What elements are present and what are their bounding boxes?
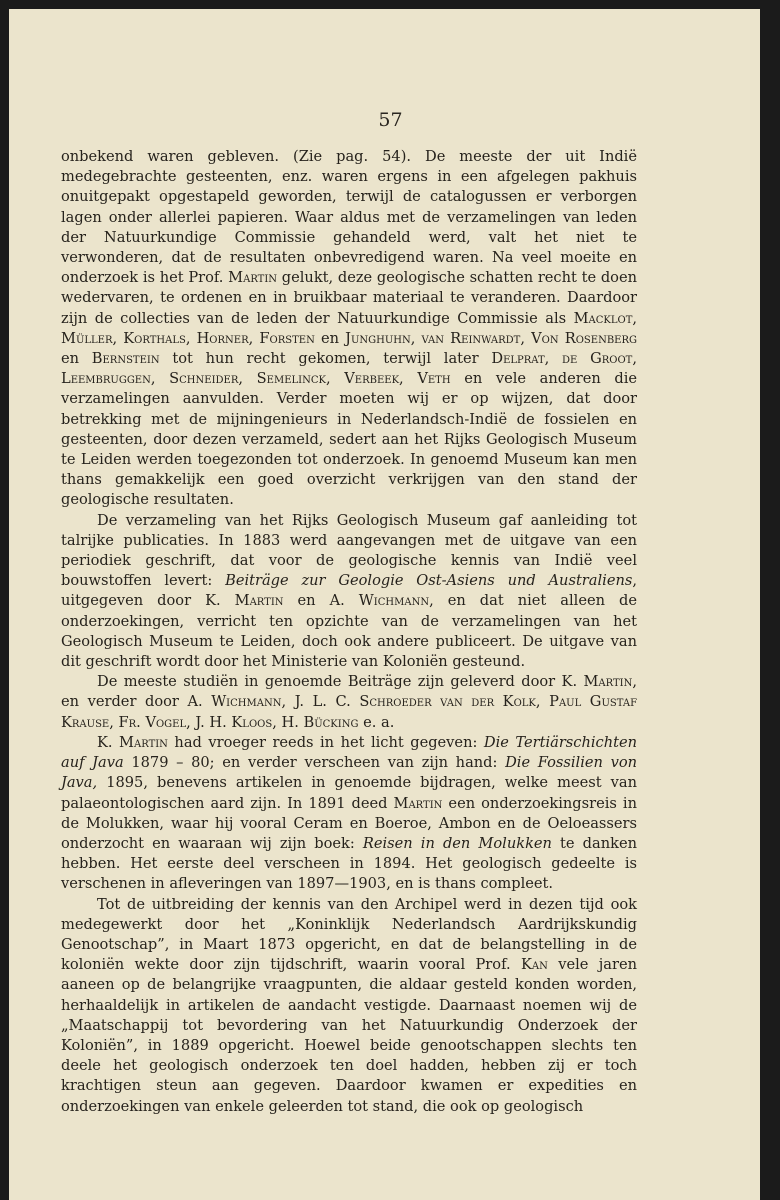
- person-name: Korthals: [123, 329, 186, 347]
- text-run: en A.: [283, 592, 359, 610]
- text-run: gelukt, deze geologische schatten recht te doen wedervaren, te ordenen en in bruikbaar materiaal te veranderen. Daardoor zijn de collecties van de leden der Natuurkundige Commissie als: [61, 269, 637, 327]
- text-run: ,: [544, 350, 563, 368]
- person-name: Martin: [119, 733, 168, 751]
- text-run: , en dat niet alleen de onderzoekingen, verricht ten opzichte van de verzamelingen van het Geologisch Museum te Leiden, doch ook andere publiceert. De uitgave van dit geschrift wordt door het Ministerie van Koloniën gesteund.: [61, 592, 637, 671]
- text-run: tot hun recht gekomen, terwijl later: [159, 350, 492, 368]
- paragraph: [61, 511, 637, 673]
- text-run: ,: [535, 693, 550, 711]
- person-name: Semelinck: [256, 370, 326, 388]
- person-name: Wichmann: [358, 592, 430, 610]
- person-name: Schroeder van der Kolk: [359, 693, 536, 711]
- text-run: ,: [520, 329, 532, 347]
- person-name: Junghuhn: [345, 329, 411, 347]
- person-name: Martin: [393, 794, 443, 812]
- page-number: 57: [378, 109, 403, 131]
- text-run: ,: [399, 370, 418, 388]
- person-name: Fr. Vogel: [118, 713, 187, 731]
- paragraph: [61, 672, 637, 733]
- book-page: [9, 9, 760, 1200]
- text-run: een onderzoekingsreis in de Molukken, waar hij vooral Ceram en Boeroe, Ambon en de Oeloeassers onderzocht en waaraan wij zijn boek:: [61, 794, 637, 852]
- paragraph: [61, 733, 637, 895]
- text-run: had vroeger reeds in het licht gegeven:: [167, 733, 484, 751]
- text-run: te danken hebben. Het eerste deel verscheen in 1894. Het geologisch gedeelte is verschenen in afleveringen van 1897—1903, en is thans compleet.: [61, 834, 637, 893]
- person-name: de Groot: [562, 350, 633, 368]
- person-name: Bernstein: [91, 350, 160, 368]
- text-run: 1879 – 80; en verder verscheen van zijn hand:: [123, 754, 506, 772]
- text-run: , J. L. C.: [281, 693, 360, 711]
- book-title: Die Fossilien von Java,: [61, 754, 638, 792]
- text-run: en: [314, 329, 346, 347]
- person-name: Martin: [583, 673, 633, 691]
- text-run: 1895, benevens artikelen in genoemde bijdragen, welke meest van palaeontologischen aard zijn. In 1891 deed: [61, 774, 637, 812]
- person-name: Kloos: [231, 713, 273, 731]
- text-run: De verzameling van het Rijks Geologisch Museum gaf aanleiding tot talrijke publicaties. In 1883 werd aangevangen met de uitgave van een periodiek geschrift, dat voor de geologische kennis van Indië veel bouwstoffen levert:: [61, 511, 637, 590]
- person-name: Kan: [520, 956, 548, 974]
- text-run: ,: [325, 370, 345, 388]
- person-name: Müller: [61, 329, 113, 347]
- person-name: Von Rosenberg: [531, 329, 637, 347]
- person-name: Veth: [417, 370, 451, 388]
- body-text: [61, 147, 637, 1117]
- text-run: ,: [410, 329, 422, 347]
- person-name: Bücking: [303, 713, 359, 731]
- text-run: ,: [248, 329, 260, 347]
- text-run: De meeste studiën in genoemde Beiträge zijn geleverd door K.: [97, 673, 584, 691]
- text-run: , uitgegeven door K.: [61, 572, 637, 610]
- text-run: e. a.: [358, 713, 395, 731]
- text-run: ,: [632, 309, 637, 327]
- person-name: Leembruggen: [61, 370, 151, 388]
- person-name: Macklot: [573, 309, 633, 327]
- text-run: , J. H.: [186, 713, 232, 731]
- text-run: K.: [97, 733, 120, 751]
- text-run: ,: [238, 370, 257, 388]
- person-name: van Reinwardt: [421, 329, 521, 347]
- person-name: Forsten: [259, 329, 315, 347]
- text-run: onbekend waren gebleven. (Zie pag. 54). De meeste der uit Indië medegebrachte gesteenten, enz. waren ergens in een afgelegen pakhuis onuitgepakt opgestapeld geworden, terwijl de catalogussen er verborgen lagen onder allerlei papieren. Waar aldus met de verzamelingen van leden der Natuurkundige Commissie gehandeld werd, valt het niet te verwonderen, dat de resultaten onbevredigend waren. Na veel moeite en onderzoek is het Prof.: [61, 148, 637, 287]
- book-title: Reisen in den Molukken: [362, 834, 552, 852]
- person-name: Martin: [234, 592, 284, 610]
- person-name: Martin: [228, 269, 278, 287]
- text-run: Tot de uitbreiding der kennis van den Archipel werd in dezen tijd ook medegewerkt door het „Koninklijk Nederlandsch Aardrijkskundig Genootschap”, in Maart 1873 opgericht, en dat de belangstelling in de koloniën wekte door zijn tijdschrift, waarin vooral Prof.: [61, 895, 637, 974]
- text-run: ,: [632, 350, 637, 368]
- text-run: ,: [150, 370, 170, 388]
- paragraph: [61, 147, 637, 511]
- person-name: Schneider: [169, 370, 239, 388]
- book-title: Die Tertiärschichten auf Java: [61, 733, 637, 772]
- text-run: vele jaren aaneen op de belangrijke vraagpunten, die aldaar gesteld konden worden, herhaaldelijk in artikelen de aandacht vestigde. Daarnaast noemen wij de „Maatschappij tot bevordering van het Natuurkundig Onderzoek der Koloniën”, in 1889 opgericht. Hoewel beide genootschappen slechts ten deele het geologisch onderzoek ten doel hadden, hebben zij er toch krachtigen steun aan gegeven. Daardoor kwamen er expedities en onderzoekingen van enkele geleerden tot stand, die ook op geologisch: [61, 956, 637, 1115]
- text-run: ,: [112, 329, 124, 347]
- text-run: , H.: [272, 713, 304, 731]
- person-name: Verbeek: [344, 370, 400, 388]
- person-name: Paul Gustaf Krause: [61, 693, 638, 731]
- person-name: Wichmann: [211, 693, 282, 711]
- text-run: , en verder door A.: [61, 673, 637, 711]
- text-run: en: [61, 350, 92, 368]
- text-run: ,: [185, 329, 197, 347]
- person-name: Delprat: [491, 350, 545, 368]
- text-run: ,: [109, 713, 119, 731]
- book-title: Beiträge zur Geologie Ost-Asiens und Australiens: [225, 572, 633, 590]
- paragraph: [61, 895, 637, 1117]
- text-run: en vele anderen die verzamelingen aanvulden. Verder moeten wij er op wijzen, dat door betrekking met de mijningenieurs in Nederlandsch-Indië de fossielen en gesteenten, door dezen verzameld, sedert aan het Rijks Geologisch Museum te Leiden werden toegezonden tot onderzoek. In genoemd Museum kan men thans gemakkelijk een goed overzicht verkrijgen van den stand der geologische resultaten.: [61, 370, 638, 509]
- person-name: Horner: [196, 329, 249, 347]
